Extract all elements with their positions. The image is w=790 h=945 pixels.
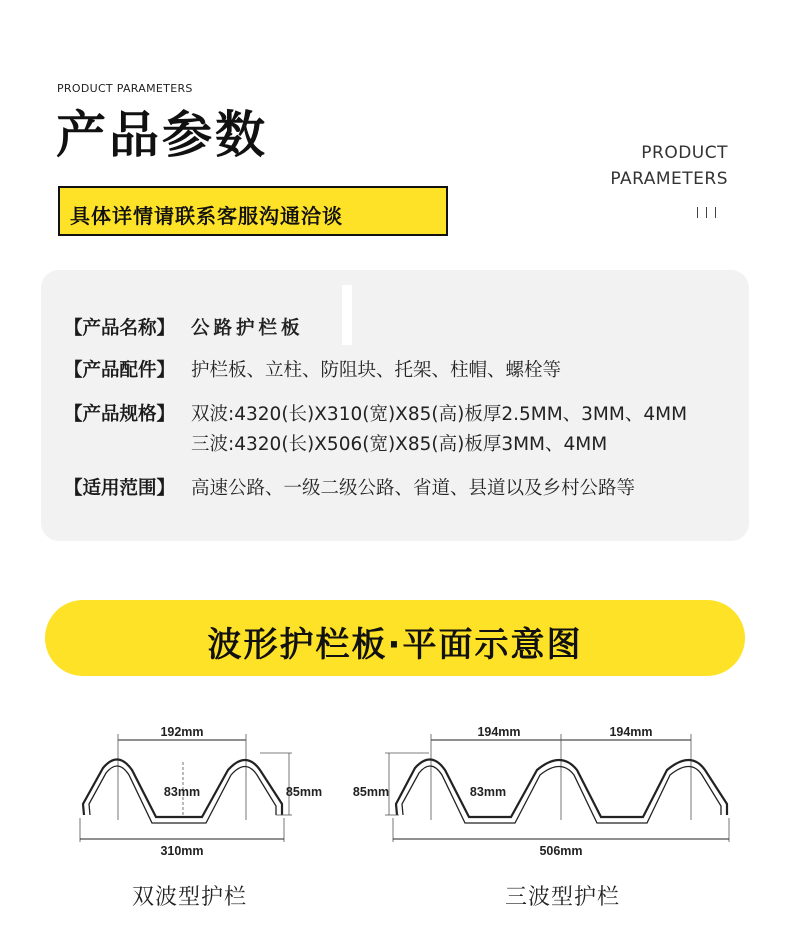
double-depth-dimension: 83mm	[163, 785, 201, 799]
param-row-spec	[64, 400, 687, 460]
double-top-dimension: 192mm	[160, 725, 204, 739]
double-wave-diagram	[70, 720, 340, 860]
section-title: 波形护栏板·平面示意图	[207, 625, 583, 665]
triple-top-dimension-right: 194mm	[609, 725, 653, 739]
param-key: 【适用范围】	[64, 478, 176, 499]
decorative-ticks	[697, 207, 716, 218]
param-key: 【产品名称】	[64, 318, 176, 339]
triple-height-dimension: 85mm	[352, 785, 390, 799]
triple-top-dimension-left: 194mm	[477, 725, 521, 739]
double-height-dimension: 85mm	[285, 785, 323, 799]
param-value-second-line: 三波:4320(长)X506(宽)X85(高)板厚3MM、4MM	[191, 434, 608, 455]
param-value: 双波:4320(长)X310(宽)X85(高)板厚2.5MM、3MM、4MM	[191, 404, 688, 425]
double-wave-caption: 双波型护栏	[132, 885, 248, 910]
param-row-scope	[64, 474, 635, 504]
contact-banner	[58, 186, 448, 236]
param-value: 护栏板、立柱、防阻块、托架、柱帽、螺栓等	[191, 360, 562, 381]
double-width-dimension: 310mm	[160, 844, 204, 858]
side-title-line1: PRODUCT	[641, 143, 728, 163]
side-title-line2: PARAMETERS	[610, 169, 728, 189]
triple-depth-dimension: 83mm	[469, 785, 507, 799]
param-row-accessories	[64, 356, 561, 386]
param-row-name	[64, 314, 304, 344]
section-banner	[45, 600, 745, 676]
triple-wave-caption: 三波型护栏	[505, 885, 621, 910]
param-value: 公路护栏板	[191, 318, 304, 339]
card-notch	[342, 285, 352, 345]
eyebrow-label: PRODUCT PARAMETERS	[57, 82, 193, 95]
page-title: 产品参数	[56, 106, 268, 164]
contact-banner-text: 具体详情请联系客服沟通洽谈	[70, 204, 343, 228]
side-title	[610, 140, 728, 192]
param-key: 【产品配件】	[64, 360, 176, 381]
triple-width-dimension: 506mm	[539, 844, 583, 858]
param-key: 【产品规格】	[64, 404, 176, 425]
triple-wave-diagram	[345, 720, 765, 860]
param-value: 高速公路、一级二级公路、省道、县道以及乡村公路等	[191, 478, 636, 499]
